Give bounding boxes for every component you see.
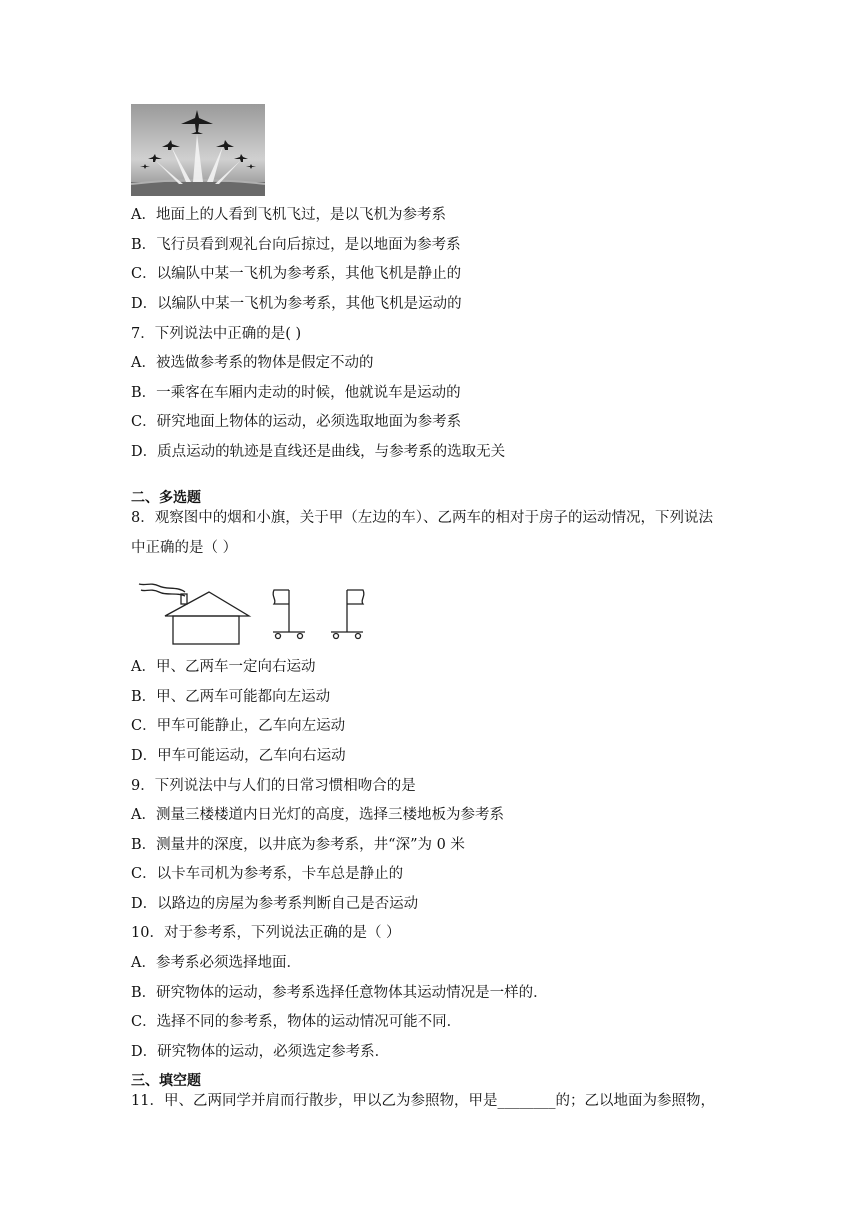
q6-option-b: B．飞行员看到观礼台向后掠过，是以地面为参考系 [131, 237, 461, 253]
q10-option-b: B．研究物体的运动，参考系选择任意物体其运动情况是一样的． [131, 985, 548, 1001]
q7-option-b: B．一乘客在车厢内走动的时候，他就说车是运动的 [131, 385, 461, 401]
q11-stem: 11．甲、乙两同学并肩而行散步，甲以乙为参照物，甲是________的；乙以地面为参照物， [131, 1093, 715, 1109]
q7-option-d: D．质点运动的轨迹是直线还是曲线，与参考系的选取无关 [131, 444, 506, 460]
q9-option-c: C．以卡车司机为参考系，卡车总是静止的 [131, 866, 404, 882]
q8-stem-line2: 中正确的是（ ） [131, 540, 238, 556]
q7-option-c: C．研究地面上物体的运动，必须选取地面为参考系 [131, 414, 462, 430]
q9-option-d: D．以路边的房屋为参考系判断自己是否运动 [131, 896, 419, 912]
section-multiple-choice-heading: 二、多选题 [131, 490, 201, 506]
q7-stem: 7．下列说法中正确的是( ) [131, 326, 302, 342]
q8-option-c: C．甲车可能静止，乙车向左运动 [131, 718, 346, 734]
q9-stem: 9．下列说法中与人们的日常习惯相吻合的是 [131, 778, 416, 794]
q6-option-d: D．以编队中某一飞机为参考系，其他飞机是运动的 [131, 296, 462, 312]
q8-option-d: D．甲车可能运动，乙车向右运动 [131, 748, 346, 764]
q8-option-b: B．甲、乙两车可能都向左运动 [131, 689, 331, 705]
q8-stem-line1: 8．观察图中的烟和小旗，关于甲（左边的车）、乙两车的相对于房子的运动情况，下列说法 [131, 510, 713, 526]
q10-stem: 10．对于参考系，下列说法正确的是（ ） [131, 925, 401, 941]
q9-option-b: B．测量井的深度，以井底为参考系，井“深”为 0 米 [131, 837, 465, 853]
q8-option-a: A．甲、乙两车一定向右运动 [131, 659, 316, 675]
house-flags-figure [137, 576, 377, 646]
q9-option-a: A．测量三楼楼道内日光灯的高度，选择三楼地板为参考系 [131, 807, 504, 823]
q6-option-a: A．地面上的人看到飞机飞过，是以飞机为参考系 [131, 207, 446, 223]
q10-option-a: A．参考系必须选择地面． [131, 955, 301, 971]
q6-option-c: C．以编队中某一飞机为参考系，其他飞机是静止的 [131, 266, 462, 282]
q7-option-a: A．被选做参考系的物体是假定不动的 [131, 355, 374, 371]
q10-option-d: D．研究物体的运动，必须选定参考系． [131, 1044, 390, 1060]
section-fill-blank-heading: 三、填空题 [131, 1073, 201, 1089]
q10-option-c: C．选择不同的参考系，物体的运动情况可能不同． [131, 1014, 462, 1030]
airshow-photo [131, 104, 265, 196]
